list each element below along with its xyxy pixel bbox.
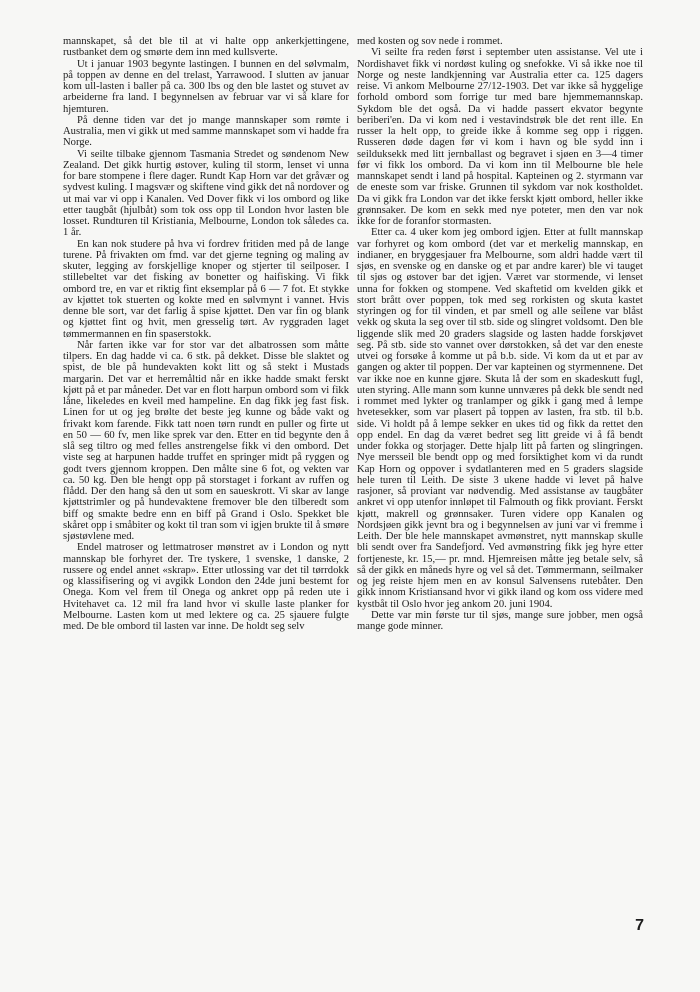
paragraph: mannskapet, så det ble til at vi halte opp ankerkjettingene, rustbanket dem og smørte dem inn med kullsverte.: [63, 36, 349, 59]
paragraph: Vi seilte fra reden først i september uten assistanse. Vel ute i Nordishavet fikk vi nordøst kuling og snefokke. Vi så ikke noe til Norge og neste landkjenning var Australia etter ca. 125 dagers reise. Vi ankom Melbourne 27/12-1903. Det var ikke så hyggelige forhold ombord som forrige tur med bare hjemmemannskap. Sykdom ble det også. Da vi hadde passert ekvator begynte beriberi'en. Da vi kom ned i vestavindstrøk ble det rent ille. En russer la helt opp, to greide ikke å komme seg opp i riggen. Russeren døde dagen før vi kom i havn og ble sydd inn i seilduksekk med litt jernballast og begravet i sjøen en 3—4 timer før vi fikk los ombord. Da vi kom inn til Melbourne ble hele mannskapet sendt i land på hospital. Kapteinen og 2. styrmann var de eneste som var friske. Grunnen til sykdom var nok kostholdet. Da vi gikk fra London var det ikke ferskt kjøtt ombord, heller ikke grønnsaker. De kom en sekk med nye poteter, men den var nok ikke for de foranfor stormasten.: [357, 47, 643, 227]
paragraph: Etter ca. 4 uker kom jeg ombord igjen. Etter at fullt mannskap var forhyret og kom ombord (det var et merkelig mannskap, en indianer, en bryggesjauer fra Melbourne, som aldri hadde vært til sjøs, en svenske og en danske og et par andre karer) ble vi tauget til sjøs og østover bar det igjen. Været var stormende, vi lenset unna for fokken og stompene. Ved skaftetid om kvelden gikk et stort brått over poppen, tok med seg rorkisten og skuta kastet styringen og for til vinden, et par smell og alle seilene var blåst vekk og skuta la seg over til stb. side og slingret voldsomt. Den ble liggende slik med 20 graders slagside og lasten hadde forskjøvet seg. På stb. side sto vannet over dørstokken, så det var den eneste utvei og forsøke å komme ut på b.b. side. Vi kom da ut et par av gangen og akter til poppen. Der var kapteinen og styrmennene. Det var ikke noe en kunne gjøre. Skuta lå der som en skadeskutt fugl, uten styring. Alle mann som kunne unnværes på dekk ble sendt ned i rommet med lykter og tranlamper og gikk i gang med å lempe hvetesekker, som var plasert på toppen av lasten, fra stb. til b.b. side. Vi holdt på å lempe sekker en ukes tid og fikk da rettet den opp endel. En dag da været bedret seg litt greide vi å få bendt under fokka og storjager. Dette hjalp litt på farten og slingringen. Nye mersseil ble bendt opp og med forsiktighet kom vi da rundt Kap Horn og oppover i sydatlanteren med en 5 graders slagside hele turen til Leith. De siste 3 ukene hadde vi levet på halve rasjoner, så proviant var nødvendig. Med assistanse av taugbåter ankret vi opp utenfor innløpet til Falmouth og fikk proviant. Ferskt kjøtt, makrell og grønnsaker. Turen videre opp Kanalen og Nordsjøen gikk jevnt bra og i begynnelsen av juni var vi fremme i Leith. Der ble hele mannskapet avmønstret, nytt mannskap skulle bli sendt over fra Sandefjord. Ved avmønstring fikk jeg hyre etter fortjeneste, kr. 15,— pr. mnd. Hjemreisen måtte jeg betale selv, så så der gikk en måneds hyre og vel så det. Tømmermann, seilmaker og jeg reiste hjem men en av konsul Salvensens rutebåter. Den gikk innom Kristiansand hvor vi gikk iland og kom oss videre med kystbåt til Oslo hvor jeg ankom 20. juni 1904.: [357, 227, 643, 610]
paragraph: Dette var min første tur til sjøs, mange sure jobber, men også mange gode minner.: [357, 609, 643, 632]
paragraph: Vi seilte tilbake gjennom Tasmania Stredet og søndenom New Zealand. Det gikk hurtig østover, kuling til storm, lenset vi unna for bare stompene i flere dager. Rundt Kap Horn var det gråvær og sydvest kuling. I magsvær og skiftene vind gikk det nå nordover og ut mai var vi opp i Kanalen. Ved Dover fikk vi los ombord og like etter taugbåt (hjulbåt) som tok oss opp til London hvor lasten ble losset. Rundturen til Kristiania, Melbourne, London tok således ca. 1 år.: [63, 148, 349, 239]
paragraph: En kan nok studere på hva vi fordrev fritiden med på de lange turene. På frivakten om fmd. var det gjerne tegning og maling av skuter, legging av forskjellige knoper og stjerter til seilposer. I stillebeltet var det fisking av bonetter og haifisking. Vi fikk ombord tre, en var et riktig fint eksemplar på 6 — 7 fot. Et stykke av kjøttet tok stuerten og kokte med en sølvmynt i vannet. Hvis denne ble sort, var det farlig å spise kjøttet. Den var fin og blank og kjøttet fint og hvit, men gresselig tørt. Av ryggraden laget tømmermannen en fin spaserstokk.: [63, 238, 349, 340]
page-number: 7: [635, 917, 644, 934]
paragraph: Endel matroser og lettmatroser mønstret av i London og nytt mannskap ble forhyret der. Tre tyskere, 1 svenske, 1 danske, 2 russere og endel annet «skrap». Etter utlossing var det til tørrdokk og klassifisering og vi avgikk London den 24de juni bestemt for Onega. Kom vel frem til Onega og ankret opp på reden ute i Hvitehavet ca. 12 mil fra land hvor vi skulle laste planker for Melbourne. Lasten kom ut med lektere og ca. 25 sjauere fulgte med. De ble ombord til lasten var inne. De holdt seg selv: [63, 542, 349, 632]
paragraph: Ut i januar 1903 begynte lastingen. I bunnen en del sølvmalm, på toppen av denne en del trelast, Yarrawood. I slutten av januar kom ull-lasten i baller på ca. 300 lbs og den ble lastet og stuvet av arbeiderne fra land. I begynnelsen av februar var vi så klare for hjemturen.: [63, 58, 349, 115]
paragraph: På denne tiden var det jo mange mannskaper som rømte i Australia, men vi gikk ut med samme mannskapet som vi hadde fra Norge.: [63, 114, 349, 149]
paragraph: Når farten ikke var for stor var det albatrossen som måtte tilpers. En dag hadde vi ca. 6 stk. på dekket. Disse ble slaktet og spist, de ble på hundevakten kokt litt og så stekt i Mustads margarin. Det var et herremåltid når en ikke hadde smakt ferskt kjøtt på et par måneder. Det var en flott harpun ombord som vi fikk låne, likeledes en kveil med hampeline. En dag fikk jeg fast fisk. Linen for ut og jeg brølte det beste jeg kunne og både vakt og frivakt kom farende. Fikk tatt noen tørn rundt en puller og firte ut en 50 — 60 fv, men like sprek var den. Etter en tid begynte den å slå seg tiltro og med felles anstrengelse fikk vi den ombord. Det viste seg at harpunen hadde truffet en springer midt på ryggen og godt tvers gjennom kroppen. Den målte sine 6 fot, og vekten var ca. 50 kg. Den ble hengt opp på storstaget i forkant av ruffen og flådd. Der den hang så den ut som en saueskrott. Vi skar av lange kjøttstrimler og på hundevaktene fremover ble den tilberedt som biff og smakte bedre enn en biff på Grand i Oslo. Spekket ble skåret opp i småbiter og kokt til tran som vi igjen brukte til å smøre sjøstøvlene med.: [63, 339, 349, 542]
left-text-column: [63, 36, 349, 632]
right-text-column: [357, 36, 643, 632]
paragraph: med kosten og sov nede i rommet.: [357, 36, 503, 47]
